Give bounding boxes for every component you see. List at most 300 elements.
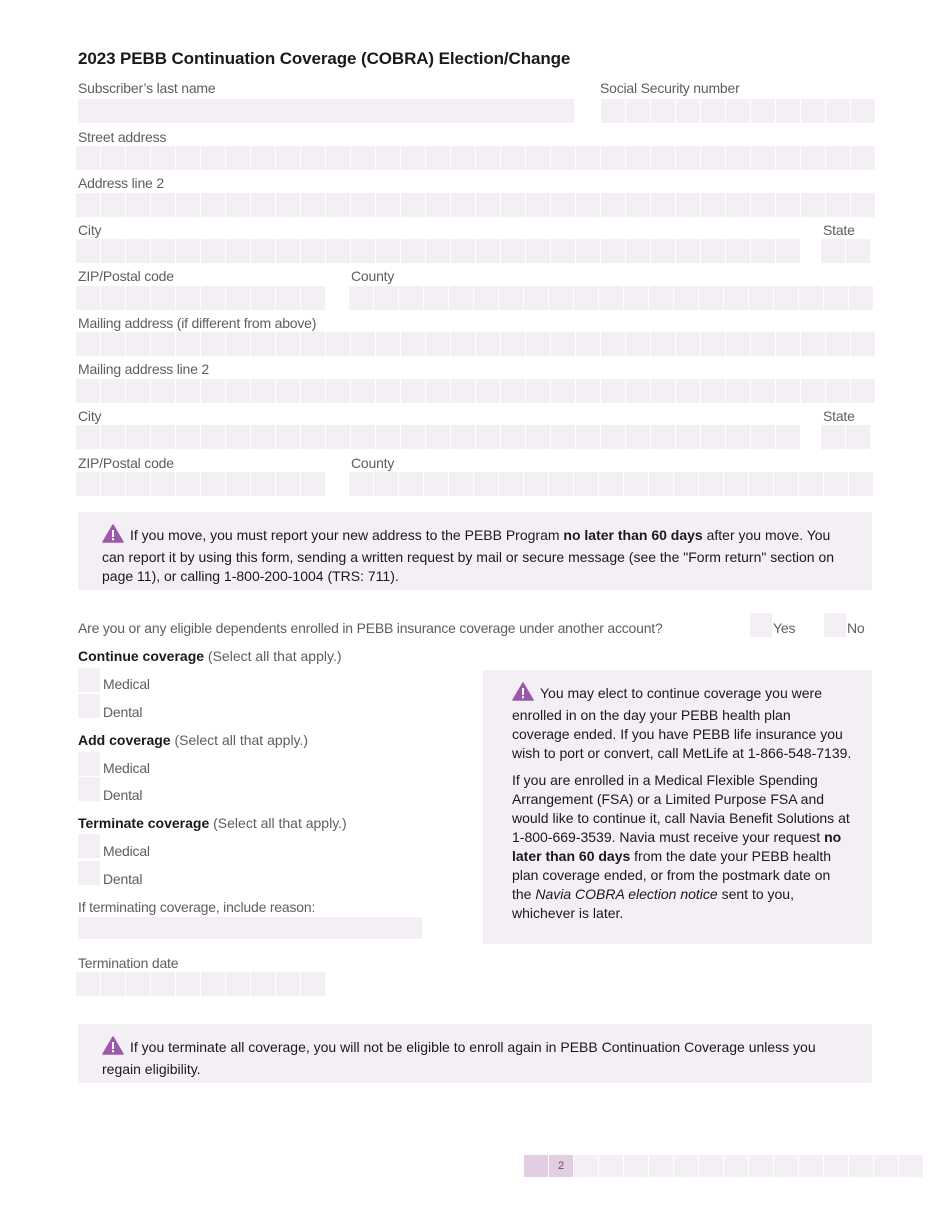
character-box[interactable] (226, 239, 250, 263)
reason-input[interactable] (78, 917, 422, 939)
character-box[interactable] (676, 99, 700, 123)
character-box[interactable] (326, 193, 350, 217)
zip-label: ZIP/Postal code (78, 268, 174, 284)
character-box[interactable] (251, 472, 275, 496)
character-box[interactable] (749, 286, 773, 310)
character-box[interactable] (751, 146, 775, 170)
character-box[interactable] (351, 332, 375, 356)
character-box[interactable] (151, 239, 175, 263)
character-box[interactable] (576, 332, 600, 356)
character-box[interactable] (676, 146, 700, 170)
character-box[interactable] (851, 146, 875, 170)
character-box[interactable] (101, 472, 125, 496)
character-box[interactable] (776, 332, 800, 356)
continue-medical-checkbox[interactable] (78, 668, 100, 692)
character-box[interactable] (226, 193, 250, 217)
character-box[interactable] (551, 146, 575, 170)
character-box[interactable] (774, 472, 798, 496)
character-box[interactable] (526, 239, 550, 263)
character-box[interactable] (126, 239, 150, 263)
character-box[interactable] (601, 99, 625, 123)
character-box[interactable] (851, 193, 875, 217)
character-box[interactable] (851, 379, 875, 403)
character-box[interactable] (151, 332, 175, 356)
character-box[interactable] (776, 425, 800, 449)
character-box[interactable] (851, 99, 875, 123)
character-box[interactable] (626, 146, 650, 170)
character-box[interactable] (76, 146, 100, 170)
character-box[interactable] (526, 379, 550, 403)
character-box[interactable] (251, 286, 275, 310)
character-box[interactable] (399, 472, 423, 496)
character-box[interactable] (501, 239, 525, 263)
character-box[interactable] (551, 193, 575, 217)
character-box[interactable] (701, 239, 725, 263)
character-box[interactable] (551, 332, 575, 356)
no-checkbox[interactable] (824, 613, 846, 637)
character-box[interactable] (201, 972, 225, 996)
character-box[interactable] (176, 239, 200, 263)
character-box[interactable] (801, 146, 825, 170)
character-box[interactable] (251, 146, 275, 170)
character-box[interactable] (226, 472, 250, 496)
character-box[interactable] (626, 425, 650, 449)
character-box[interactable] (674, 286, 698, 310)
character-box[interactable] (776, 239, 800, 263)
character-box[interactable] (151, 379, 175, 403)
character-box[interactable] (251, 193, 275, 217)
character-box[interactable] (824, 472, 848, 496)
character-box[interactable] (176, 332, 200, 356)
character-box[interactable] (651, 239, 675, 263)
mailing-input[interactable] (76, 332, 875, 356)
character-box[interactable] (301, 239, 325, 263)
character-box[interactable] (126, 972, 150, 996)
mailing2-input[interactable] (76, 379, 875, 403)
character-box[interactable] (76, 286, 100, 310)
character-box[interactable] (451, 425, 475, 449)
character-box[interactable] (201, 239, 225, 263)
terminate-medical-checkbox[interactable] (78, 834, 100, 858)
character-box[interactable] (601, 239, 625, 263)
character-box[interactable] (576, 379, 600, 403)
character-box[interactable] (749, 472, 773, 496)
character-box[interactable] (476, 193, 500, 217)
character-box[interactable] (76, 332, 100, 356)
character-box[interactable] (76, 193, 100, 217)
character-box[interactable] (176, 193, 200, 217)
character-box[interactable] (376, 193, 400, 217)
character-box[interactable] (651, 425, 675, 449)
character-box[interactable] (751, 425, 775, 449)
character-box[interactable] (276, 286, 300, 310)
character-box[interactable] (76, 239, 100, 263)
street-input[interactable] (76, 146, 875, 170)
character-box[interactable] (601, 425, 625, 449)
character-box[interactable] (526, 146, 550, 170)
character-box[interactable] (776, 193, 800, 217)
character-box[interactable] (499, 286, 523, 310)
character-box[interactable] (401, 193, 425, 217)
character-box[interactable] (376, 146, 400, 170)
character-box[interactable] (501, 425, 525, 449)
character-box[interactable] (799, 472, 823, 496)
add-dental-checkbox[interactable] (78, 777, 100, 801)
character-box[interactable] (726, 99, 750, 123)
character-box[interactable] (751, 193, 775, 217)
character-box[interactable] (501, 193, 525, 217)
character-box[interactable] (476, 425, 500, 449)
character-box[interactable] (476, 239, 500, 263)
character-box[interactable] (574, 472, 598, 496)
character-box[interactable] (701, 425, 725, 449)
character-box[interactable] (821, 425, 845, 449)
character-box[interactable] (301, 286, 325, 310)
character-box[interactable] (751, 332, 775, 356)
character-box[interactable] (251, 972, 275, 996)
character-box[interactable] (101, 379, 125, 403)
character-box[interactable] (526, 332, 550, 356)
character-box[interactable] (726, 146, 750, 170)
character-box[interactable] (276, 146, 300, 170)
character-box[interactable] (599, 286, 623, 310)
character-box[interactable] (374, 472, 398, 496)
character-box[interactable] (101, 193, 125, 217)
character-box[interactable] (626, 99, 650, 123)
character-box[interactable] (576, 425, 600, 449)
character-box[interactable] (526, 193, 550, 217)
character-box[interactable] (651, 99, 675, 123)
character-box[interactable] (426, 425, 450, 449)
character-box[interactable] (76, 425, 100, 449)
character-box[interactable] (176, 286, 200, 310)
character-box[interactable] (349, 472, 373, 496)
character-box[interactable] (701, 146, 725, 170)
character-box[interactable] (424, 472, 448, 496)
character-box[interactable] (601, 146, 625, 170)
character-box[interactable] (821, 239, 845, 263)
character-box[interactable] (76, 472, 100, 496)
character-box[interactable] (126, 425, 150, 449)
city2-input[interactable] (76, 425, 800, 449)
character-box[interactable] (176, 146, 200, 170)
character-box[interactable] (126, 146, 150, 170)
character-box[interactable] (351, 379, 375, 403)
character-box[interactable] (401, 425, 425, 449)
zip2-input[interactable] (76, 472, 325, 496)
character-box[interactable] (226, 286, 250, 310)
character-box[interactable] (451, 239, 475, 263)
character-box[interactable] (376, 239, 400, 263)
character-box[interactable] (474, 286, 498, 310)
character-box[interactable] (101, 239, 125, 263)
character-box[interactable] (824, 286, 848, 310)
character-box[interactable] (551, 239, 575, 263)
termination-date-input[interactable] (76, 972, 325, 996)
character-box[interactable] (576, 146, 600, 170)
character-box[interactable] (426, 379, 450, 403)
character-box[interactable] (626, 239, 650, 263)
character-box[interactable] (126, 379, 150, 403)
state-input[interactable] (821, 239, 870, 263)
character-box[interactable] (601, 193, 625, 217)
character-box[interactable] (724, 286, 748, 310)
character-box[interactable] (851, 332, 875, 356)
character-box[interactable] (151, 146, 175, 170)
character-box[interactable] (524, 472, 548, 496)
character-box[interactable] (501, 379, 525, 403)
character-box[interactable] (676, 239, 700, 263)
character-box[interactable] (301, 472, 325, 496)
character-box[interactable] (151, 193, 175, 217)
county2-input[interactable] (349, 472, 873, 496)
character-box[interactable] (499, 472, 523, 496)
character-box[interactable] (801, 193, 825, 217)
character-box[interactable] (301, 425, 325, 449)
character-box[interactable] (776, 379, 800, 403)
character-box[interactable] (251, 239, 275, 263)
character-box[interactable] (624, 286, 648, 310)
character-box[interactable] (401, 146, 425, 170)
character-box[interactable] (799, 286, 823, 310)
character-box[interactable] (301, 379, 325, 403)
continue-medical-label: Medical (103, 676, 150, 692)
character-box[interactable] (201, 286, 225, 310)
character-box[interactable] (551, 425, 575, 449)
character-box[interactable] (676, 379, 700, 403)
character-box[interactable] (451, 146, 475, 170)
terminate-medical-label: Medical (103, 843, 150, 859)
character-box[interactable] (846, 239, 870, 263)
character-box[interactable] (726, 332, 750, 356)
character-box[interactable] (724, 472, 748, 496)
character-box[interactable] (126, 472, 150, 496)
character-box[interactable] (349, 286, 373, 310)
character-box[interactable] (651, 379, 675, 403)
character-box[interactable] (251, 425, 275, 449)
character-box[interactable] (849, 472, 873, 496)
character-box[interactable] (201, 472, 225, 496)
character-box[interactable] (801, 332, 825, 356)
character-box[interactable] (849, 286, 873, 310)
character-box[interactable] (424, 286, 448, 310)
character-box[interactable] (251, 332, 275, 356)
character-box[interactable] (549, 286, 573, 310)
character-box[interactable] (101, 286, 125, 310)
character-box[interactable] (151, 425, 175, 449)
character-box[interactable] (351, 425, 375, 449)
character-box[interactable] (201, 379, 225, 403)
character-box[interactable] (524, 286, 548, 310)
character-box[interactable] (176, 379, 200, 403)
character-box[interactable] (574, 286, 598, 310)
character-box[interactable] (426, 146, 450, 170)
character-box[interactable] (801, 99, 825, 123)
character-box[interactable] (449, 472, 473, 496)
zip-input[interactable] (76, 286, 325, 310)
character-box[interactable] (699, 472, 723, 496)
character-box[interactable] (201, 332, 225, 356)
character-box[interactable] (301, 332, 325, 356)
character-box[interactable] (301, 146, 325, 170)
character-box[interactable] (751, 99, 775, 123)
character-box[interactable] (726, 193, 750, 217)
character-box[interactable] (846, 425, 870, 449)
state2-input[interactable] (821, 425, 870, 449)
character-box[interactable] (201, 193, 225, 217)
character-box[interactable] (751, 239, 775, 263)
character-box[interactable] (176, 425, 200, 449)
character-box[interactable] (626, 332, 650, 356)
character-box[interactable] (374, 286, 398, 310)
character-box[interactable] (151, 472, 175, 496)
county-input[interactable] (349, 286, 873, 310)
character-box[interactable] (501, 146, 525, 170)
character-box[interactable] (701, 193, 725, 217)
character-box[interactable] (399, 286, 423, 310)
character-box[interactable] (699, 286, 723, 310)
character-box[interactable] (676, 425, 700, 449)
character-box[interactable] (176, 472, 200, 496)
character-box[interactable] (474, 472, 498, 496)
character-box[interactable] (276, 332, 300, 356)
character-box[interactable] (101, 332, 125, 356)
character-box[interactable] (426, 193, 450, 217)
character-box[interactable] (526, 425, 550, 449)
character-box[interactable] (826, 193, 850, 217)
yes-checkbox[interactable] (750, 613, 772, 637)
character-box[interactable] (649, 286, 673, 310)
character-box[interactable] (674, 472, 698, 496)
character-box[interactable] (151, 972, 175, 996)
character-box[interactable] (276, 425, 300, 449)
character-box[interactable] (651, 193, 675, 217)
character-box[interactable] (576, 193, 600, 217)
character-box[interactable] (226, 379, 250, 403)
character-box[interactable] (176, 972, 200, 996)
character-box[interactable] (599, 472, 623, 496)
character-box[interactable] (226, 146, 250, 170)
character-box[interactable] (251, 379, 275, 403)
character-box[interactable] (451, 332, 475, 356)
character-box[interactable] (826, 146, 850, 170)
character-box[interactable] (476, 332, 500, 356)
character-box[interactable] (501, 332, 525, 356)
character-box[interactable] (649, 472, 673, 496)
character-box[interactable] (776, 99, 800, 123)
character-box[interactable] (226, 972, 250, 996)
character-box[interactable] (651, 146, 675, 170)
add-medical-checkbox[interactable] (78, 752, 100, 776)
character-box[interactable] (276, 472, 300, 496)
character-box[interactable] (676, 193, 700, 217)
character-box[interactable] (401, 332, 425, 356)
character-box[interactable] (226, 425, 250, 449)
character-box[interactable] (549, 472, 573, 496)
character-box[interactable] (726, 379, 750, 403)
character-box[interactable] (601, 379, 625, 403)
last-name-input[interactable] (78, 99, 574, 123)
character-box[interactable] (126, 286, 150, 310)
character-box[interactable] (401, 379, 425, 403)
character-box[interactable] (326, 146, 350, 170)
character-box[interactable] (601, 332, 625, 356)
character-box[interactable] (76, 972, 100, 996)
character-box[interactable] (276, 193, 300, 217)
character-box[interactable] (76, 379, 100, 403)
character-box[interactable] (624, 472, 648, 496)
terminate-dental-checkbox[interactable] (78, 861, 100, 885)
character-box[interactable] (101, 425, 125, 449)
character-box[interactable] (826, 332, 850, 356)
character-box[interactable] (651, 332, 675, 356)
continue-dental-checkbox[interactable] (78, 694, 100, 718)
character-box[interactable] (826, 379, 850, 403)
character-box[interactable] (726, 239, 750, 263)
character-box[interactable] (426, 332, 450, 356)
character-box[interactable] (226, 332, 250, 356)
character-box[interactable] (576, 239, 600, 263)
character-box[interactable] (301, 193, 325, 217)
character-box[interactable] (451, 193, 475, 217)
character-box[interactable] (401, 239, 425, 263)
character-box[interactable] (301, 972, 325, 996)
character-box[interactable] (726, 425, 750, 449)
character-box[interactable] (701, 379, 725, 403)
character-box[interactable] (276, 239, 300, 263)
character-box[interactable] (326, 379, 350, 403)
character-box[interactable] (426, 239, 450, 263)
character-box[interactable] (101, 972, 125, 996)
character-box[interactable] (626, 193, 650, 217)
character-box[interactable] (101, 146, 125, 170)
character-box[interactable] (151, 286, 175, 310)
character-box[interactable] (476, 146, 500, 170)
character-box[interactable] (376, 332, 400, 356)
character-box[interactable] (801, 379, 825, 403)
character-box[interactable] (376, 425, 400, 449)
character-box[interactable] (326, 332, 350, 356)
character-box[interactable] (476, 379, 500, 403)
character-box[interactable] (326, 239, 350, 263)
character-box[interactable] (701, 332, 725, 356)
character-box[interactable] (451, 379, 475, 403)
city-input[interactable] (76, 239, 800, 263)
character-box[interactable] (351, 146, 375, 170)
character-box[interactable] (276, 379, 300, 403)
character-box[interactable] (326, 425, 350, 449)
character-box[interactable] (201, 146, 225, 170)
character-box[interactable] (826, 99, 850, 123)
character-box[interactable] (276, 972, 300, 996)
character-box[interactable] (126, 332, 150, 356)
character-box[interactable] (676, 332, 700, 356)
character-box[interactable] (551, 379, 575, 403)
character-box[interactable] (774, 286, 798, 310)
ssn-input[interactable] (601, 99, 875, 123)
character-box[interactable] (751, 379, 775, 403)
character-box[interactable] (626, 379, 650, 403)
address2-input[interactable] (76, 193, 875, 217)
character-box[interactable] (126, 193, 150, 217)
character-box[interactable] (351, 239, 375, 263)
character-box[interactable] (776, 146, 800, 170)
character-box[interactable] (449, 286, 473, 310)
character-box[interactable] (376, 379, 400, 403)
character-box[interactable] (351, 193, 375, 217)
character-box[interactable] (201, 425, 225, 449)
character-box[interactable] (701, 99, 725, 123)
